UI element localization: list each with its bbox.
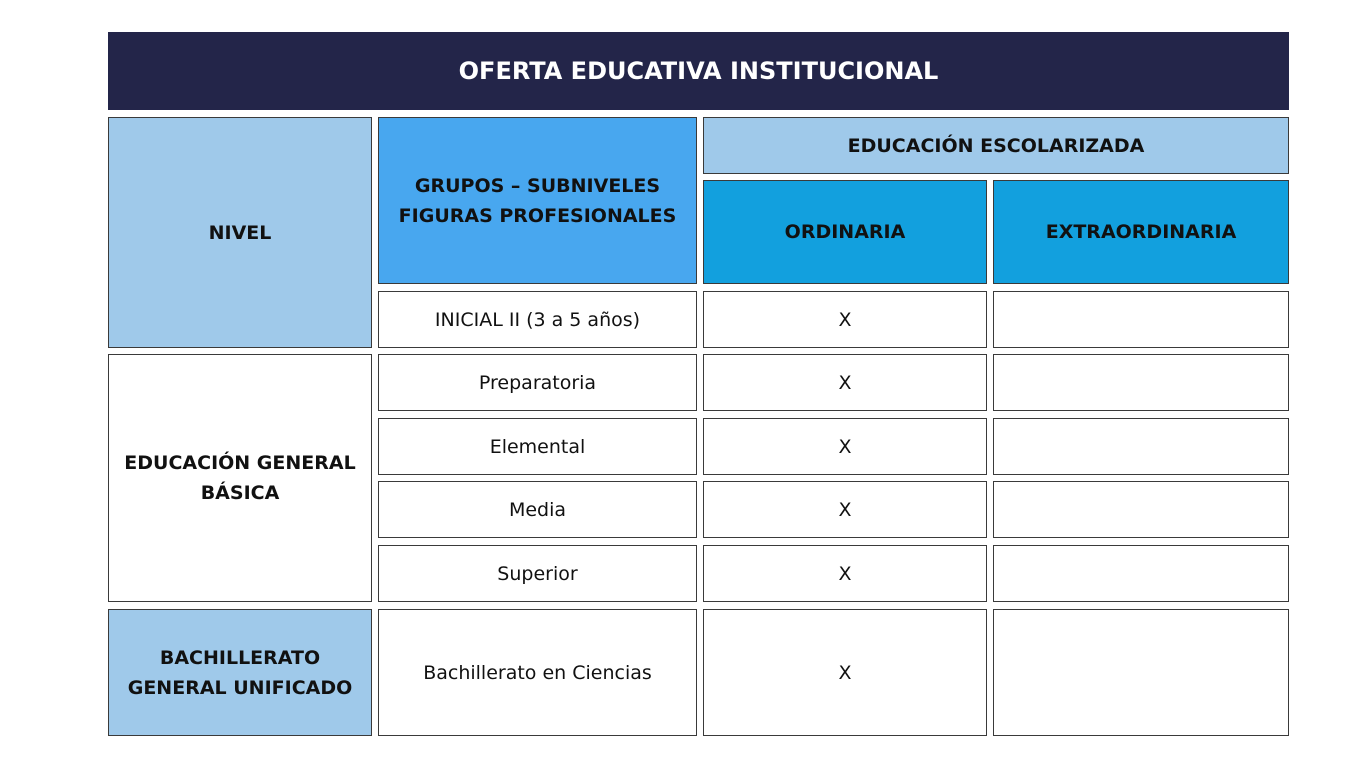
bgu-level-cell	[108, 609, 372, 736]
educacion-escolarizada-header	[703, 117, 1289, 174]
grupo-cell-media	[378, 481, 697, 538]
extraordinaria-cell-bachillerato-ciencias	[993, 609, 1289, 736]
ordinaria-mark: X	[838, 661, 852, 684]
extraordinaria-header-text: EXTRAORDINARIA	[1045, 221, 1237, 243]
grupos-header-line-2: FIGURAS PROFESIONALES	[398, 204, 677, 227]
grupo-text: Preparatoria	[478, 371, 597, 394]
educacion-escolarizada-text: EDUCACIÓN ESCOLARIZADA	[847, 134, 1145, 157]
grupo-cell-elemental	[378, 418, 697, 475]
grupos-header	[378, 117, 697, 284]
ordinaria-cell-elemental	[703, 418, 987, 475]
extraordinaria-cell-superior	[993, 545, 1289, 602]
ordinaria-cell-superior	[703, 545, 987, 602]
egb-line-1: EDUCACIÓN GENERAL	[124, 452, 356, 474]
grupo-cell-inicial	[378, 291, 697, 348]
grupo-text: Media	[508, 498, 567, 521]
grupo-text: Superior	[497, 562, 578, 585]
grupo-cell-superior	[378, 545, 697, 602]
extraordinaria-cell-media	[993, 481, 1289, 538]
grupo-cell-bachillerato-ciencias	[378, 609, 697, 736]
bgu-line-1: BACHILLERATO	[159, 646, 321, 669]
extraordinaria-cell-elemental	[993, 418, 1289, 475]
ordinaria-mark: X	[838, 308, 852, 331]
extraordinaria-cell-preparatoria	[993, 354, 1289, 411]
bgu-line-2: GENERAL UNIFICADO	[127, 676, 353, 699]
ordinaria-header-text: ORDINARIA	[784, 221, 906, 243]
grupo-text: INICIAL II (3 a 5 años)	[434, 308, 641, 331]
ordinaria-cell-inicial	[703, 291, 987, 348]
nivel-header-text: NIVEL	[208, 221, 272, 244]
ordinaria-mark: X	[838, 498, 852, 521]
egb-line-2: BÁSICA	[200, 482, 280, 504]
ordinaria-mark: X	[838, 371, 852, 394]
ordinaria-cell-bachillerato-ciencias	[703, 609, 987, 736]
ordinaria-mark: X	[838, 562, 852, 585]
ordinaria-header	[703, 180, 987, 284]
grupos-header-line-1: GRUPOS – SUBNIVELES	[414, 174, 661, 197]
ordinaria-cell-media	[703, 481, 987, 538]
table-title	[108, 32, 1289, 110]
table-title-text: OFERTA EDUCATIVA INSTITUCIONAL	[458, 57, 939, 85]
ordinaria-cell-preparatoria	[703, 354, 987, 411]
extraordinaria-cell-inicial	[993, 291, 1289, 348]
ordinaria-mark: X	[838, 435, 852, 458]
grupo-text: Bachillerato en Ciencias	[423, 661, 652, 684]
nivel-header	[108, 117, 372, 348]
grupo-text: Elemental	[489, 435, 586, 458]
grupo-cell-preparatoria	[378, 354, 697, 411]
extraordinaria-header	[993, 180, 1289, 284]
egb-level-cell	[108, 354, 372, 602]
